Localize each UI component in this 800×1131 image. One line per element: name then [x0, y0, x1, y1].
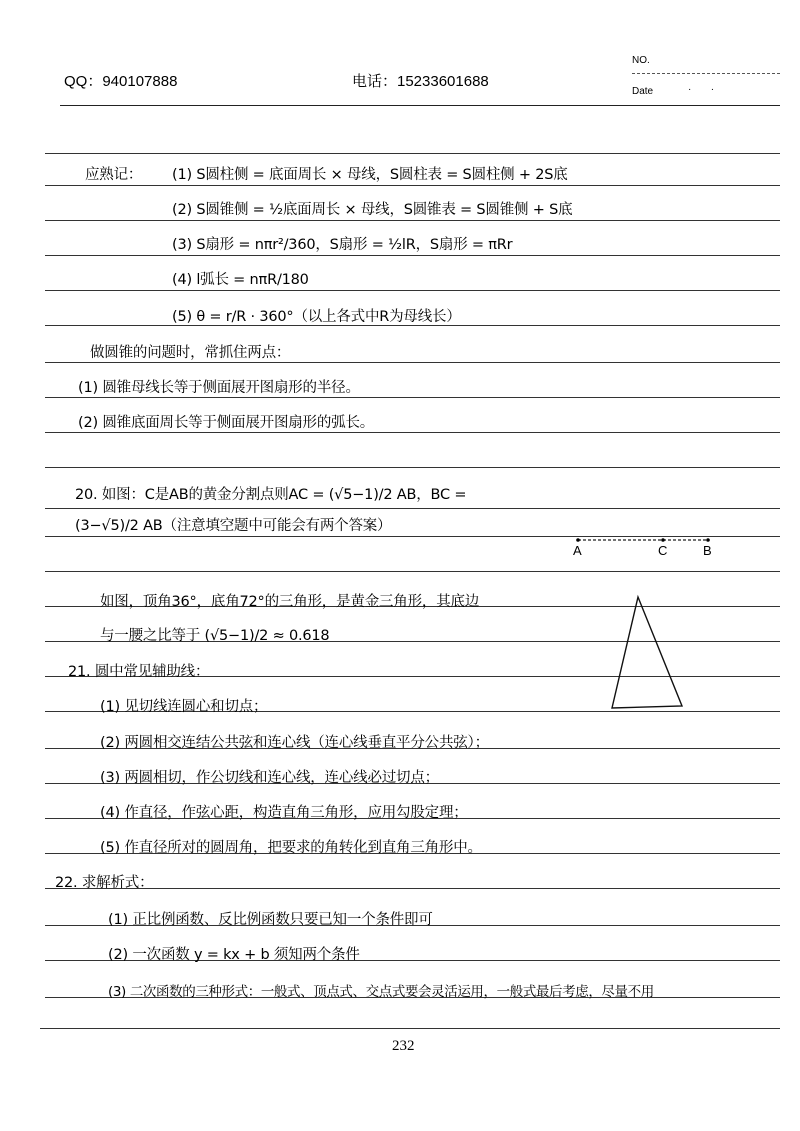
q20-line-1: 20. 如图：C是AB的黄金分割点则AC = (√5−1)/2 AB，BC = — [75, 487, 467, 503]
q22-item-3: (3) 二次函数的三种形式：一般式、顶点式、交点式要会灵活运用，一般式最后考虑，尽量不用 — [108, 984, 654, 1000]
q20-line-2: (3−√5)/2 AB（注意填空题中可能会有两个答案） — [75, 518, 392, 534]
ruled-line — [45, 290, 780, 291]
date-label: Date — [632, 86, 654, 97]
q22-item-2: (2) 一次函数 y = kx + b 须知两个条件 — [108, 947, 360, 963]
cone-intro: 做圆锥的问题时，常抓住两点： — [90, 345, 291, 361]
date-dots: · · — [688, 84, 715, 95]
ruled-line — [45, 185, 780, 186]
no-label: NO. — [632, 55, 650, 66]
no-field-line — [632, 73, 780, 74]
cone-point-2: (2) 圆锥底面周长等于侧面展开图扇形的弧长。 — [78, 415, 375, 431]
ruled-line — [45, 220, 780, 221]
golden-triangle-shape — [612, 597, 682, 708]
ruled-line — [45, 397, 780, 398]
q21-item-2: (2) 两圆相交连结公共弦和连心线（连心线垂直平分公共弦）； — [100, 735, 489, 751]
point-b-dot — [706, 538, 710, 542]
cone-point-1: (1) 圆锥母线长等于侧面展开图扇形的半径。 — [78, 380, 360, 396]
header-rule — [60, 105, 780, 106]
ruled-line — [45, 467, 780, 468]
page-number: 232 — [392, 1038, 415, 1054]
point-c-dot — [661, 538, 665, 542]
qq-contact: QQ：940107888 — [64, 73, 178, 90]
memo-formula-1: (1) S圆柱侧 = 底面周长 × 母线，S圆柱表 = S圆柱侧 + 2S底 — [172, 167, 568, 183]
golden-triangle-line-1: 如图，顶角36°，底角72°的三角形，是黄金三角形，其底边 — [100, 594, 480, 610]
ruled-line — [45, 571, 780, 572]
ruled-line — [45, 362, 780, 363]
golden-triangle-figure — [600, 590, 700, 720]
ruled-line — [45, 153, 780, 154]
ruled-line — [45, 255, 780, 256]
q21-item-4: (4) 作直径，作弦心距，构造直角三角形，应用勾股定理； — [100, 805, 468, 821]
q21-item-1: (1) 见切线连圆心和切点； — [100, 699, 268, 715]
memo-formula-5: (5) θ = r/R · 360°（以上各式中R为母线长） — [172, 309, 461, 325]
memo-title: 应熟记： — [85, 167, 143, 183]
bottom-rule — [40, 1028, 780, 1029]
memo-formula-2: (2) S圆锥侧 = ½底面周长 × 母线，S圆锥表 = S圆锥侧 + S底 — [172, 202, 573, 218]
ruled-line — [45, 508, 780, 509]
point-a-dot — [576, 538, 580, 542]
point-c-label: C — [658, 543, 668, 558]
ruled-line — [45, 888, 780, 889]
memo-formula-3: (3) S扇形 = nπr²/360，S扇形 = ½lR，S扇形 = πRr — [172, 237, 513, 253]
ruled-line — [45, 432, 780, 433]
point-a-label: A — [573, 543, 582, 558]
point-b-label: B — [703, 543, 712, 558]
q21-title: 21. 圆中常见辅助线： — [68, 664, 210, 680]
phone-contact: 电话：15233601688 — [352, 73, 489, 90]
q21-item-5: (5) 作直径所对的圆周角，把要求的角转化到直角三角形中。 — [100, 840, 482, 856]
q21-item-3: (3) 两圆相切，作公切线和连心线，连心线必过切点； — [100, 770, 439, 786]
memo-formula-4: (4) l弧长 = nπR/180 — [172, 272, 309, 288]
golden-triangle-line-2: 与一腰之比等于 (√5−1)/2 ≈ 0.618 — [100, 628, 330, 644]
q22-item-1: (1) 正比例函数、反比例函数只要已知一个条件即可 — [108, 912, 433, 928]
q22-title: 22. 求解析式： — [55, 875, 154, 891]
